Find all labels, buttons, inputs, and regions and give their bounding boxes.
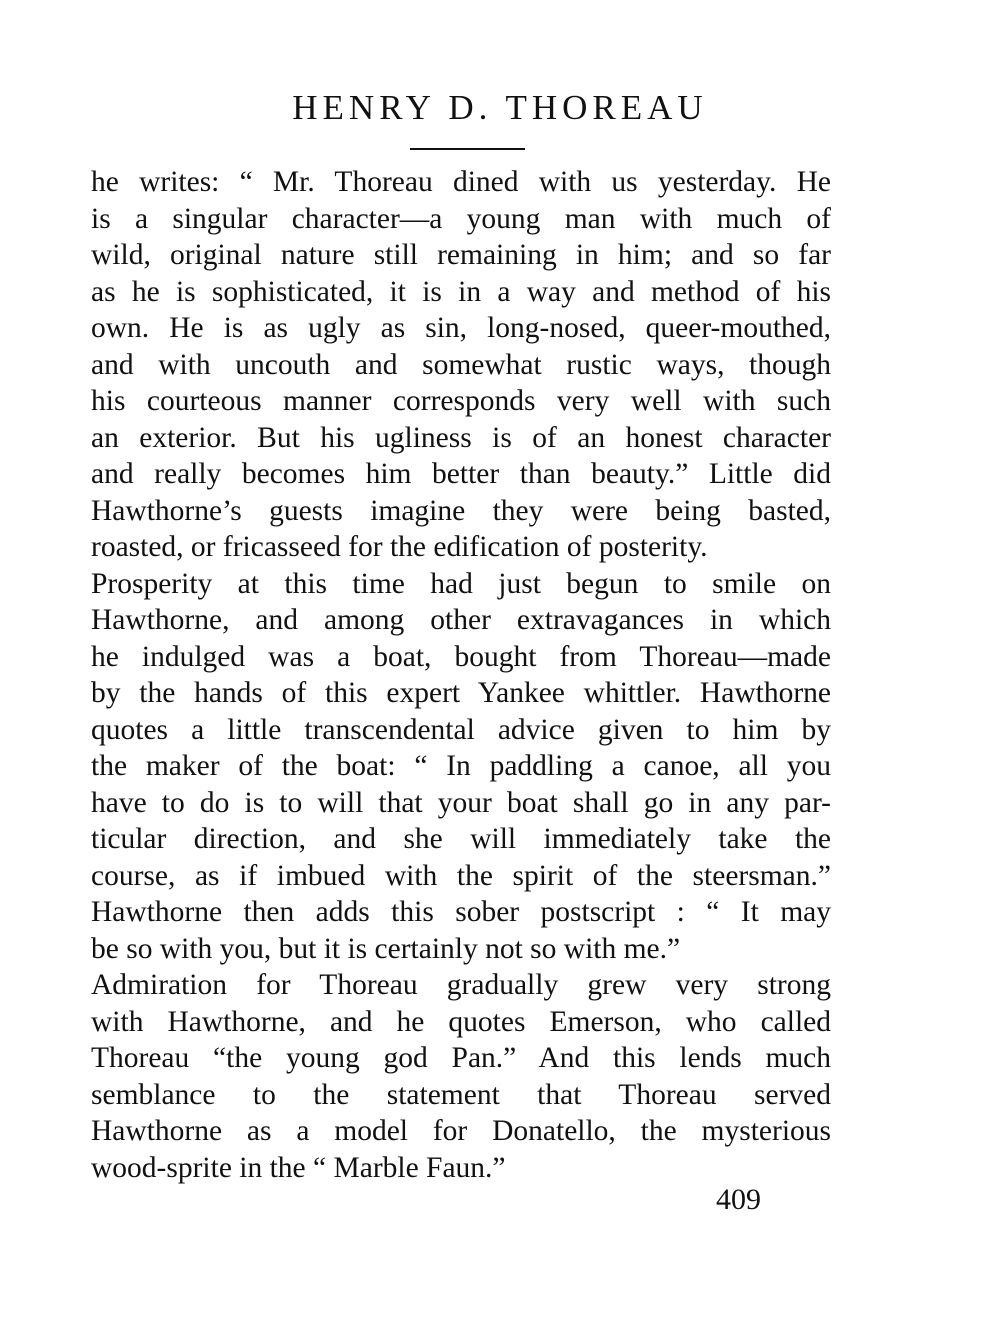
text-line: Hawthorne as a model for Donatello, the mysterious (91, 1115, 831, 1147)
text-line: wood-sprite in the “ Marble Faun.” (91, 1151, 506, 1184)
text-line: Prosperity at this time had just begun to smile on (91, 567, 831, 600)
text-line: roasted, or fricasseed for the edification of posterity. (91, 531, 708, 563)
text-line: Hawthorne, and among other extravagances in which (91, 604, 831, 636)
text-line: Thoreau “the young god Pan.” And this lends much (91, 1042, 831, 1074)
text-line: and really becomes him better than beauty.” Little did (91, 458, 831, 490)
text-line: own. He is as ugly as sin, long-nosed, queer-mouthed, (91, 312, 831, 344)
text-line: the maker of the boat: “ In paddling a canoe, all you (91, 750, 831, 782)
text-line: he writes: “ Mr. Thoreau dined with us yesterday. He (91, 166, 831, 198)
text-line: as he is sophisticated, it is in a way and method of his (91, 275, 831, 308)
text-line: course, as if imbued with the spirit of the steersman.” (91, 859, 831, 892)
text-line: an exterior. But his ugliness is of an honest character (91, 421, 831, 454)
text-line: quotes a little transcendental advice given to him by (91, 713, 831, 746)
text-line: Admiration for Thoreau gradually grew very strong (91, 969, 831, 1001)
header-rule (410, 148, 525, 150)
text-line: by the hands of this expert Yankee whittler. Hawthorne (91, 677, 831, 709)
page-number: 409 (716, 1183, 761, 1216)
text-line: his courteous manner corresponds very well with such (91, 385, 831, 417)
text-line: ticular direction, and she will immediately take the (91, 823, 831, 855)
text-line: wild, original nature still remaining in him; and so far (91, 239, 831, 271)
text-line: Hawthorne then adds this sober postscript : “ It may (91, 896, 831, 928)
text-line: Hawthorne’s guests imagine they were being basted, (91, 494, 831, 527)
text-line: semblance to the statement that Thoreau served (91, 1078, 831, 1111)
text-line: is a singular character—a young man with much of (91, 202, 831, 235)
running-head-title: HENRY D. THOREAU (292, 88, 708, 127)
text-line: with Hawthorne, and he quotes Emerson, who called (91, 1005, 831, 1038)
text-line: have to do is to will that your boat shall go in any par- (91, 786, 831, 819)
body-text (91, 164, 831, 1186)
text-line: be so with you, but it is certainly not so with me.” (91, 932, 681, 965)
text-line: and with uncouth and somewhat rustic ways, though (91, 348, 831, 381)
text-line: he indulged was a boat, bought from Thoreau—made (91, 640, 831, 673)
